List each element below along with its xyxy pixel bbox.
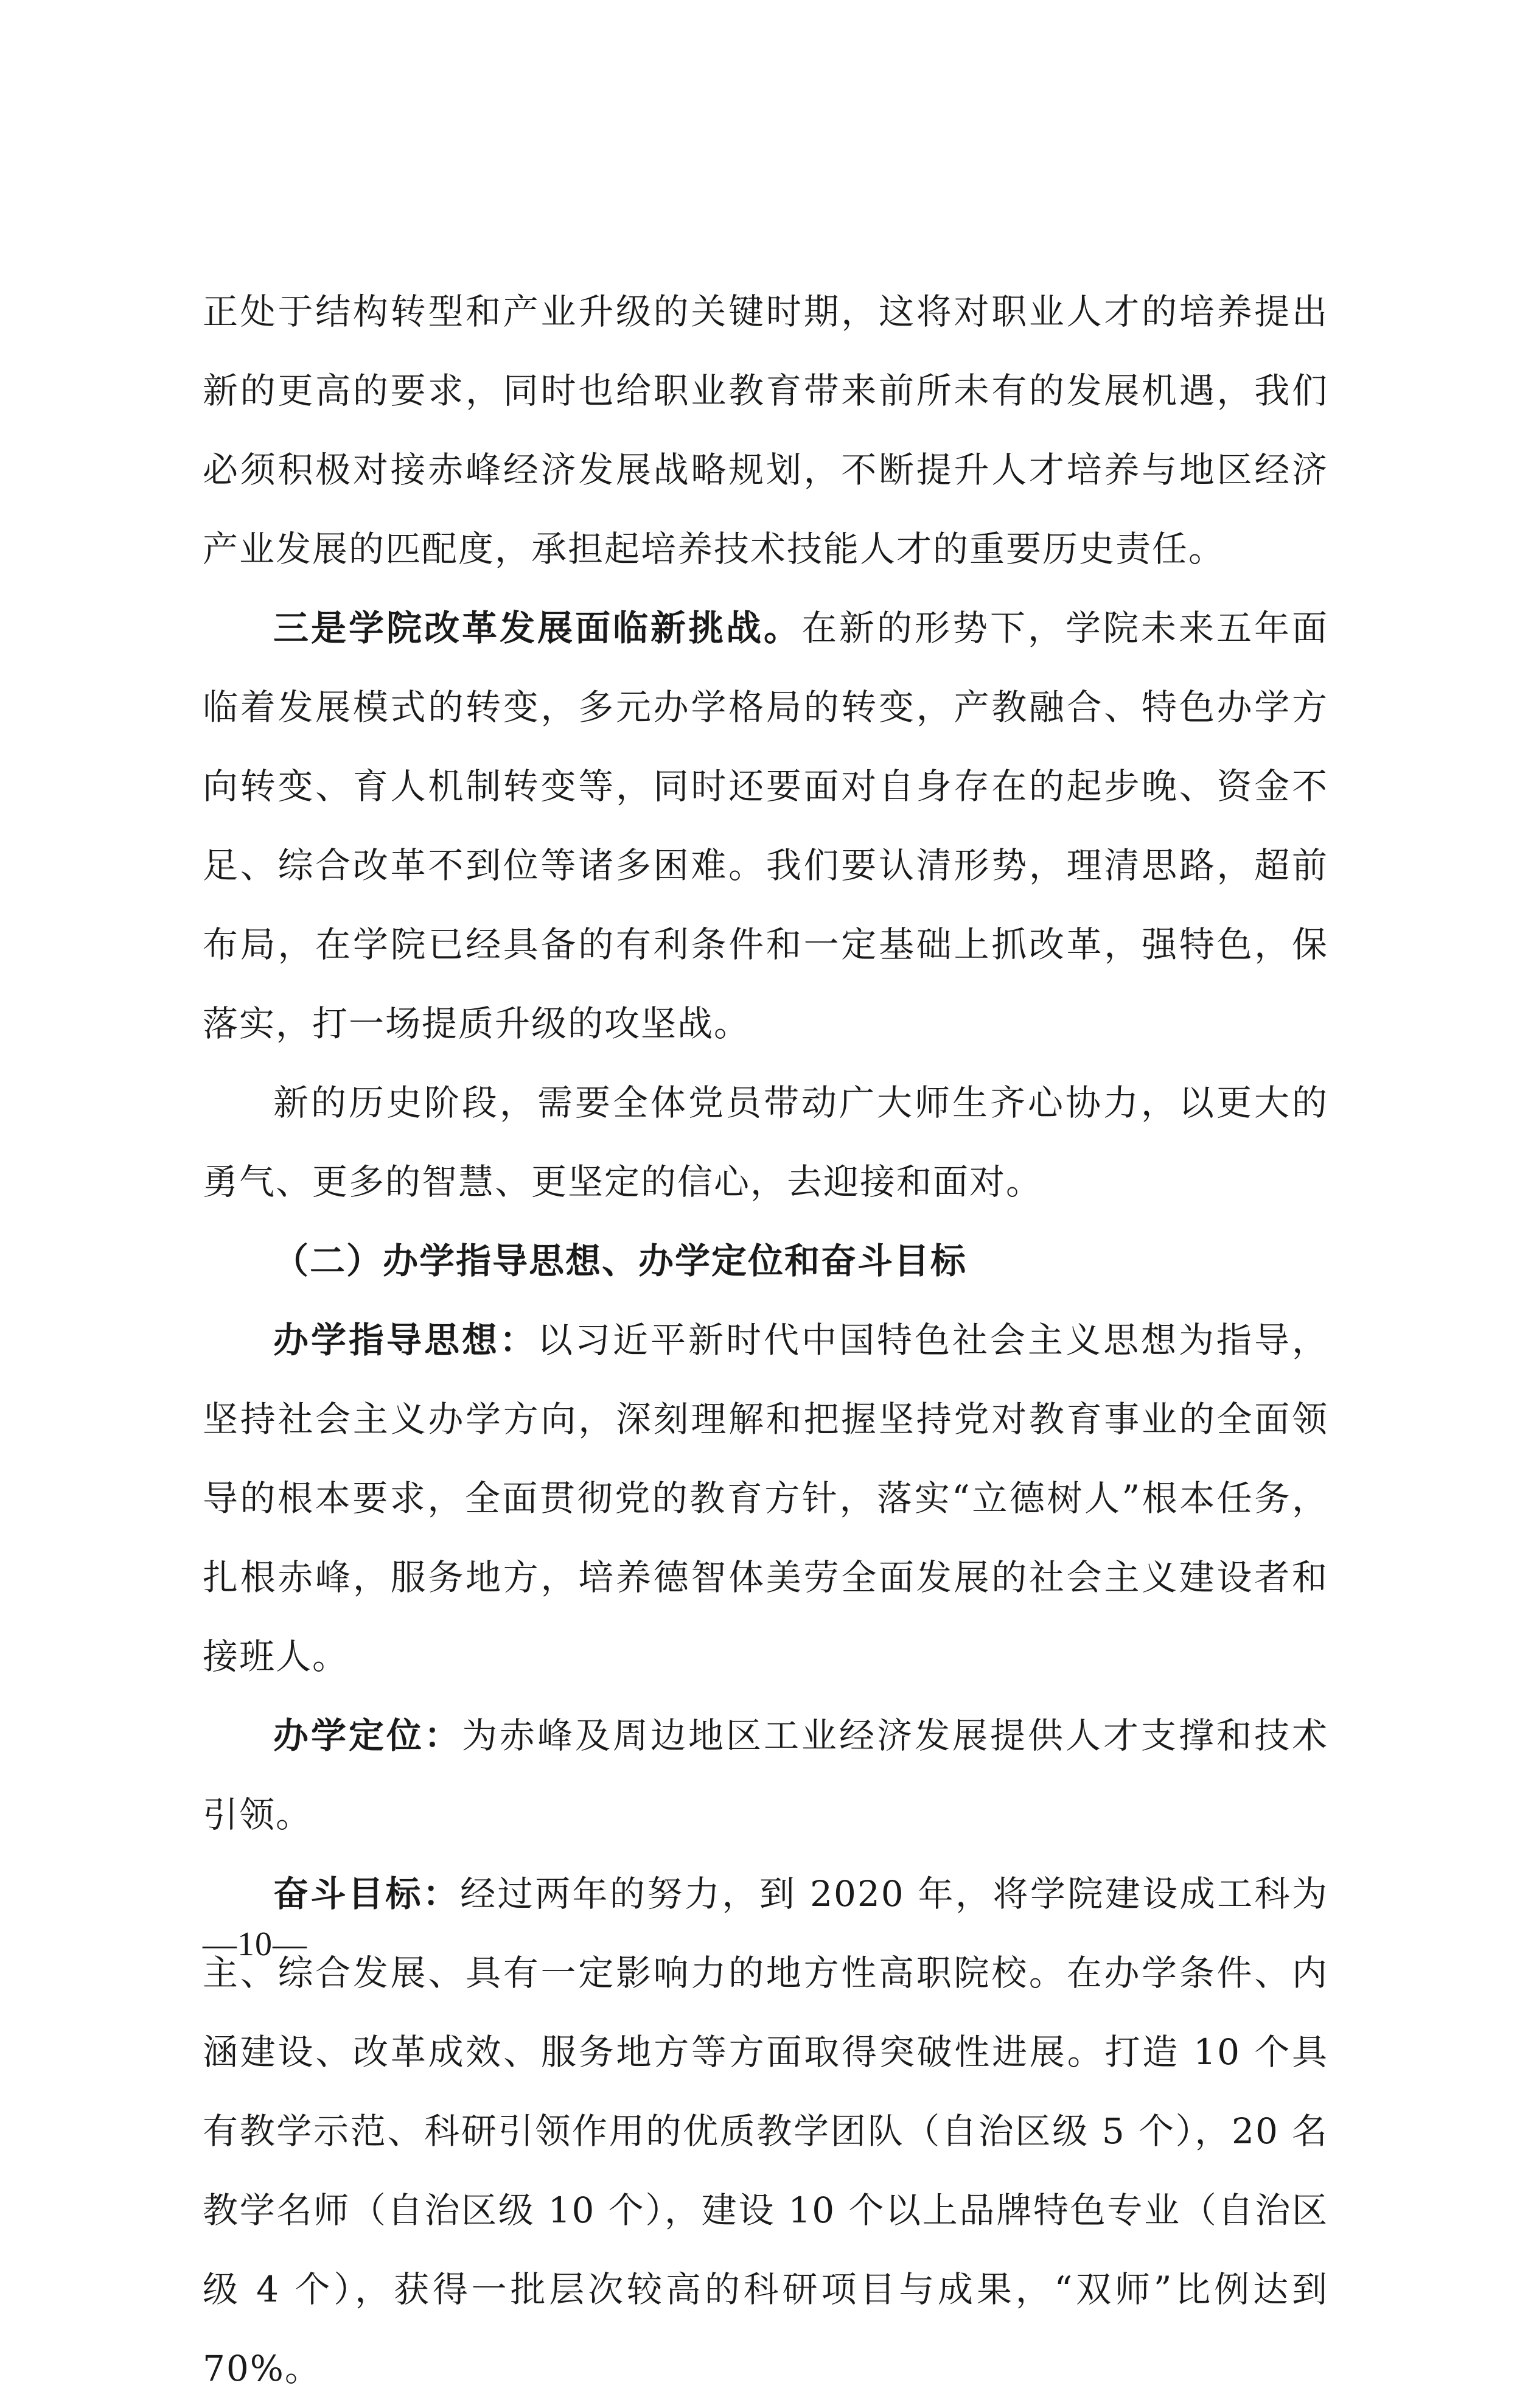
body-text — [203, 272, 1328, 2408]
paragraph-label: 办学定位： — [273, 1715, 462, 1756]
paragraph-text: 为赤峰及周边地区工业经济发展提供人才支撑和技术引领。 — [203, 1715, 1328, 1835]
paragraph-lead: 三是学院改革发展面临新挑战。 — [273, 607, 801, 649]
paragraph-text: 在新的形势下，学院未来五年面临着发展模式的转变，多元办学格局的转变，产教融合、特色办学方向转变、育人机制转变等，同时还要面对自身存在的起步晚、资金不足、综合改革不到位等诸多困难。我们要认清形势，理清思路，超前布局，在学院已经具备的有利条件和一定基础上抓改革，强特色，保落实，打一场提质升级的攻坚战。 — [203, 607, 1328, 1044]
paragraph-text: 经过两年的努力，到 2020 年，将学院建设成工科为主、综合发展、具有一定影响力的地方性高职院校。在办学条件、内涵建设、改革成效、服务地方等方面取得突破性进展。打造 10 个具有教学示范、科研引领作用的优质教学团队（自治区级 5 个），20 名教学名师（自治区级 10 个），建设 10 个以上品牌特色专业（自治区级 4 个），获得一批层次较高的科研项目与成果，“双师”比例达到 70%。 — [203, 1873, 1328, 2389]
paragraph-goals — [203, 1854, 1328, 2408]
paragraph-positioning — [203, 1696, 1328, 1854]
paragraph-text: 正处于结构转型和产业升级的关键时期，这将对职业人才的培养提出新的更高的要求，同时也给职业教育带来前所未有的发展机遇，我们必须积极对接赤峰经济发展战略规划，不断提升人才培养与地区经济产业发展的匹配度，承担起培养技术技能人才的重要历史责任。 — [203, 291, 1328, 570]
paragraph-text: 新的历史阶段，需要全体党员带动广大师生齐心协力，以更大的勇气、更多的智慧、更坚定的信心，去迎接和面对。 — [203, 1082, 1328, 1202]
page-number: —10— — [203, 1925, 307, 1963]
paragraph-new-stage — [203, 1063, 1328, 1221]
paragraph-continuation — [203, 272, 1328, 588]
paragraph-text: 以习近平新时代中国特色社会主义思想为指导，坚持社会主义办学方向，深刻理解和把握坚持党对教育事业的全面领导的根本要求，全面贯彻党的教育方针，落实“立德树人”根本任务，扎根赤峰，服务地方，培养德智体美劳全面发展的社会主义建设者和接班人。 — [203, 1319, 1328, 1677]
paragraph-label: 奋斗目标： — [273, 1873, 461, 1914]
paragraph-label: 办学指导思想： — [273, 1319, 537, 1361]
section-heading: （二）办学指导思想、办学定位和奋斗目标 — [273, 1240, 968, 1282]
paragraph-reform-challenge — [203, 588, 1328, 1063]
paragraph-guiding-ideology — [203, 1300, 1328, 1696]
